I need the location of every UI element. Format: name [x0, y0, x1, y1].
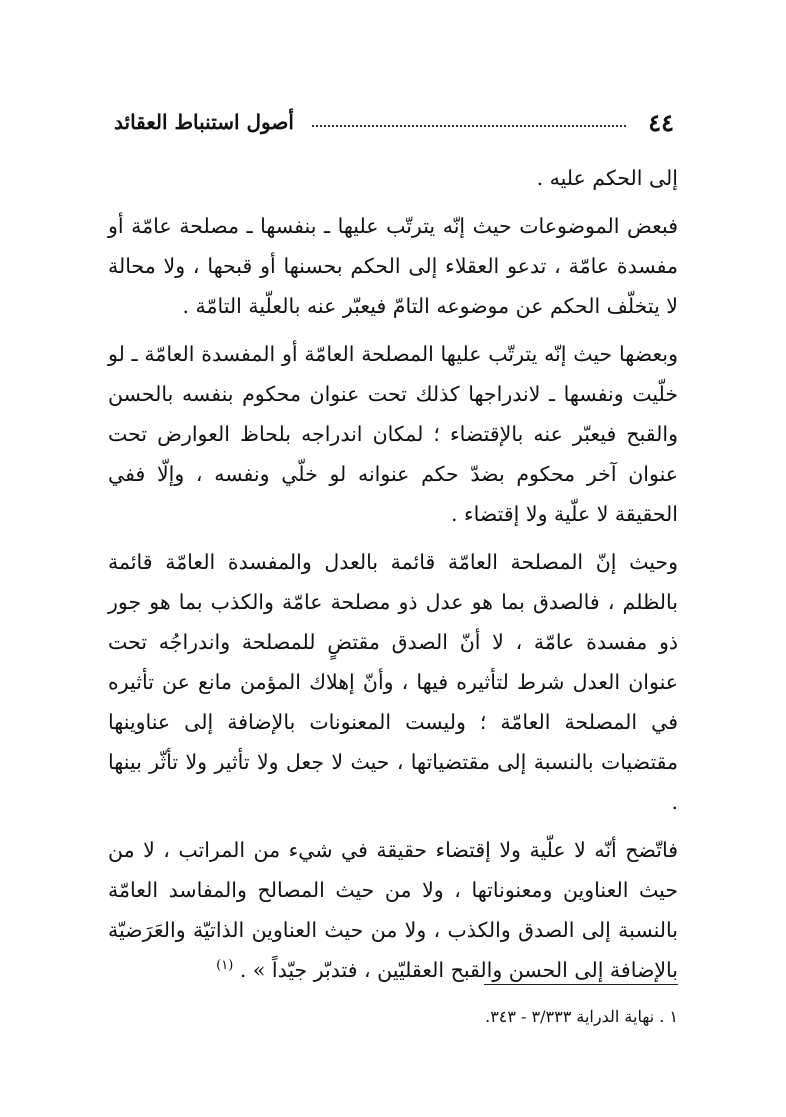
- main-text: [108, 158, 678, 998]
- dotted-leader: [312, 125, 626, 127]
- running-title: أصول استنباط العقائد: [114, 110, 294, 134]
- paragraph-1: إلى الحكم عليه .: [536, 166, 678, 190]
- page-number: ٤٤: [648, 107, 674, 137]
- footnote-reference: (١): [216, 958, 234, 974]
- page-header: [114, 102, 674, 142]
- paragraph-4: وحيث إنّ المصلحة العامّة قائمة بالعدل والمفسدة العامّة قائمة بالظلم ، فالصدق بما هو عدل ذو مصلحة عامّة والكذب بما هو جور ذو مفسدة عامّة ، لا أنّ الصدق مقتضٍ للمصلحة واندراجُه تحت عنوان العدل شرط لتأثيره فيها ، وأنّ إهلاك المؤمن مانع عن تأثيره في المصلحة العامّة ؛ وليست المعنونات بالإضافة إلى عناوينها مقتضيات بالنسبة إلى مقتضياتها ، حيث لا جعل ولا تأثير ولا تأثّر بينها .: [108, 550, 678, 814]
- paragraph-5: [108, 830, 678, 990]
- footnote: ١ . نهاية الدراية ٣/٣٣٣ - ٣٤٣.: [485, 1007, 678, 1026]
- paragraph-2: فبعض الموضوعات حيث إنّه يترتّب عليها ـ بنفسها ـ مصلحة عامّة أو مفسدة عامّة ، تدعو العقلاء إلى الحكم بحسنها أو قبحها ، ولا محالة لا يتخلّف الحكم عن موضوعه التامّ فيعبّر عنه بالعلّية التامّة .: [108, 214, 678, 318]
- paragraph-3: وبعضها حيث إنّه يترتّب عليها المصلحة العامّة أو المفسدة العامّة ـ لو خلّيت ونفسها ـ لاندراجها كذلك تحت عنوان محكوم بنفسه بالحسن والقبح فيعبّر عنه بالإقتضاء ؛ لمكان اندراجه بلحاظ العوارض تحت عنوان آخر محكوم بضدّ حكم عنوانه لو خلّي ونفسه ، وإلّا ففي الحقيقة لا علّية ولا إقتضاء .: [108, 342, 678, 526]
- paragraph-5-text: فاتّضح أنّه لا علّية ولا إقتضاء حقيقة في شيء من المراتب ، لا من حيث العناوين ومعنوناتها ، ولا من حيث المصالح والمفاسد العامّة بالنسبة إلى الصدق والكذب ، ولا من حيث العناوين الذاتيّة والعَرَضيّة بالإضافة إلى الحسن والقبح العقليّين ، فتدبّر جيّداً » .: [108, 838, 678, 982]
- footnote-separator: [484, 984, 678, 985]
